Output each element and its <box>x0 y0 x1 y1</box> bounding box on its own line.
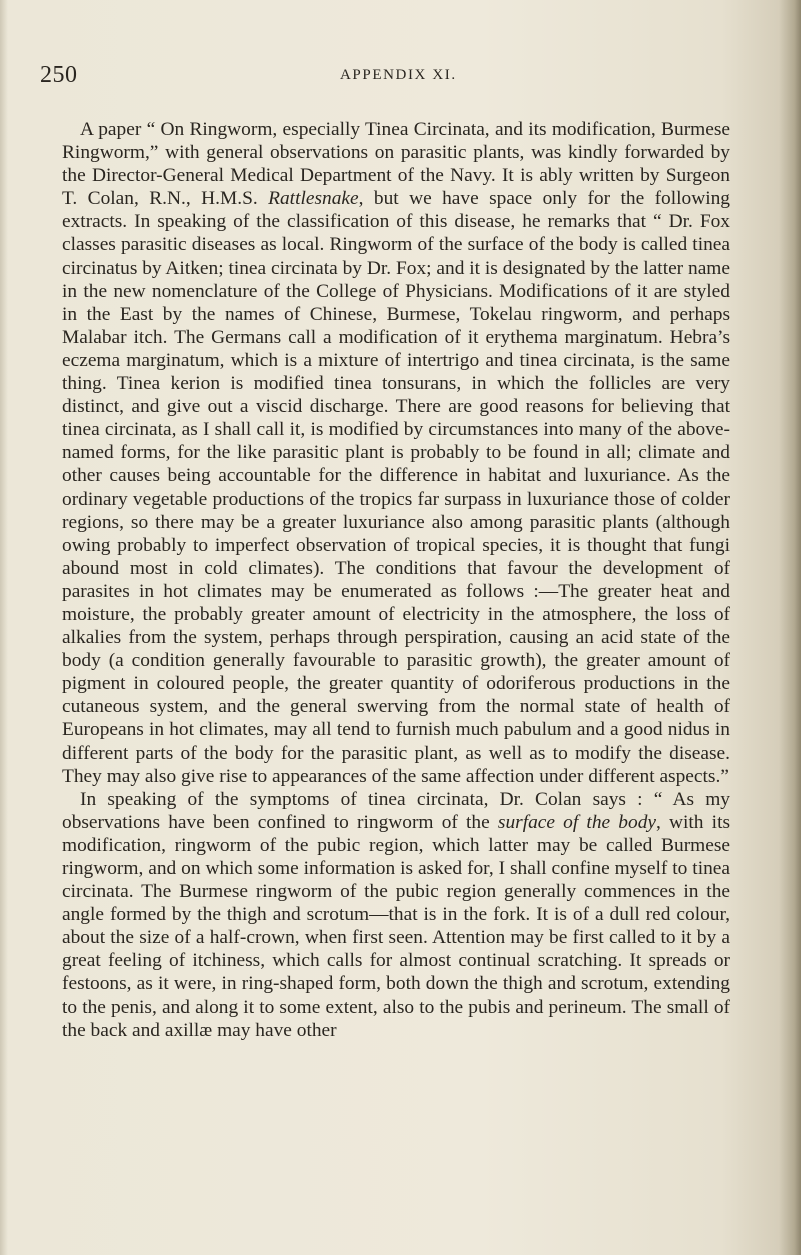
paragraph-classification <box>62 118 730 788</box>
emphasis-phrase: surface of the body <box>497 811 656 833</box>
running-head <box>40 62 760 92</box>
text-run: , with its modification, ringworm of the pubic region, which latter may be called Burmese ringworm, and on which some information is asked for, I shall confine myself to tinea circinata. The Burmese ringworm of the pubic region generally commences in the angle formed by the thigh and scrotum—that is in the fork. It is of a dull red colour, about the size of a half-crown, when first seen. Attention may be first called to it by a great feeling of itchiness, which calls for almost continual scratching. It spreads or festoons, as it were, in ring-shaped form, both down the thigh and scrotum, extending to the penis, and along it to some extent, also to the pubis and perineum. The small of the back and axillæ may have other <box>62 811 731 1041</box>
text-run: A paper “ On Ringworm, especially Tinea Circinata, and its modification, Burmese Ringworm,” with general observations on parasitic plants, was kindly forwarded by the Director-General Medical Department of the Navy. It is ably written by Surgeon T. Colan, R.N., H.M.S. <box>62 119 730 210</box>
running-title: APPENDIX XI. <box>340 67 457 83</box>
text-run: , but we have space only for the following extracts. In speaking of the classification of this disease, he remarks that “ Dr. Fox classes parasitic diseases as local. Ringworm of the surface of the body is called tinea circinatus by Aitken; tinea circinata by Dr. Fox; and it is designated by the latter name in the new nomenclature of the College of Physicians. Modifications of it are styled in the East by the names of Chinese, Burmese, Tokelau ringworm, and perhaps Malabar itch. The Germans call a modification of it erythema marginatum. Hebra’s eczema marginatum, which is a mixture of intertrigo and tinea circinata, is the same thing. Tinea kerion is modified tinea tonsurans, in which the follicles are very distinct, and give out a viscid discharge. There are good reasons for believing that tinea circinata, as I shall call it, is modified by circumstances into many of the above-named forms, for the like parasitic plant is probably to be found in all; climate and other causes being accountable for the difference in habitat and luxuriance. As the ordinary vegetable productions of the tropics far surpass in luxuriance those of colder regions, so there may be a greater luxuriance also among parasitic plants (although owing probably to imperfect observation of tropical species, it is thought that fungi abound most in cold climates). The conditions that favour the development of parasites in hot climates may be enumerated as follows :—The greater heat and moisture, the probably greater amount of electricity in the atmosphere, the loss of alkalies from the system, perhaps through perspiration, causing an acid state of the body (a condition generally favourable to parasitic growth), the greater amount of pigment in coloured people, the greater quantity of odoriferous productions in the cutaneous system, and the general swerving from the normal state of health of Europeans in hot climates, may all tend to furnish much pabulum and a good nidus in different parts of the body for the parasitic plant, as well as to modify the disease. They may also give rise to appearances of the same affection under different aspects.” <box>62 188 730 787</box>
page-binding-shadow <box>779 0 801 1255</box>
text-run: In speaking of the symptoms of tinea circinata, Dr. Colan says : “ As my observations have been confined to ringworm of the <box>62 788 730 833</box>
page-number: 250 <box>40 62 78 88</box>
page-left-edge <box>0 0 8 1255</box>
ship-name: Rattlesnake <box>268 188 359 210</box>
body-text <box>62 118 730 1042</box>
paragraph-symptoms <box>62 788 730 1042</box>
